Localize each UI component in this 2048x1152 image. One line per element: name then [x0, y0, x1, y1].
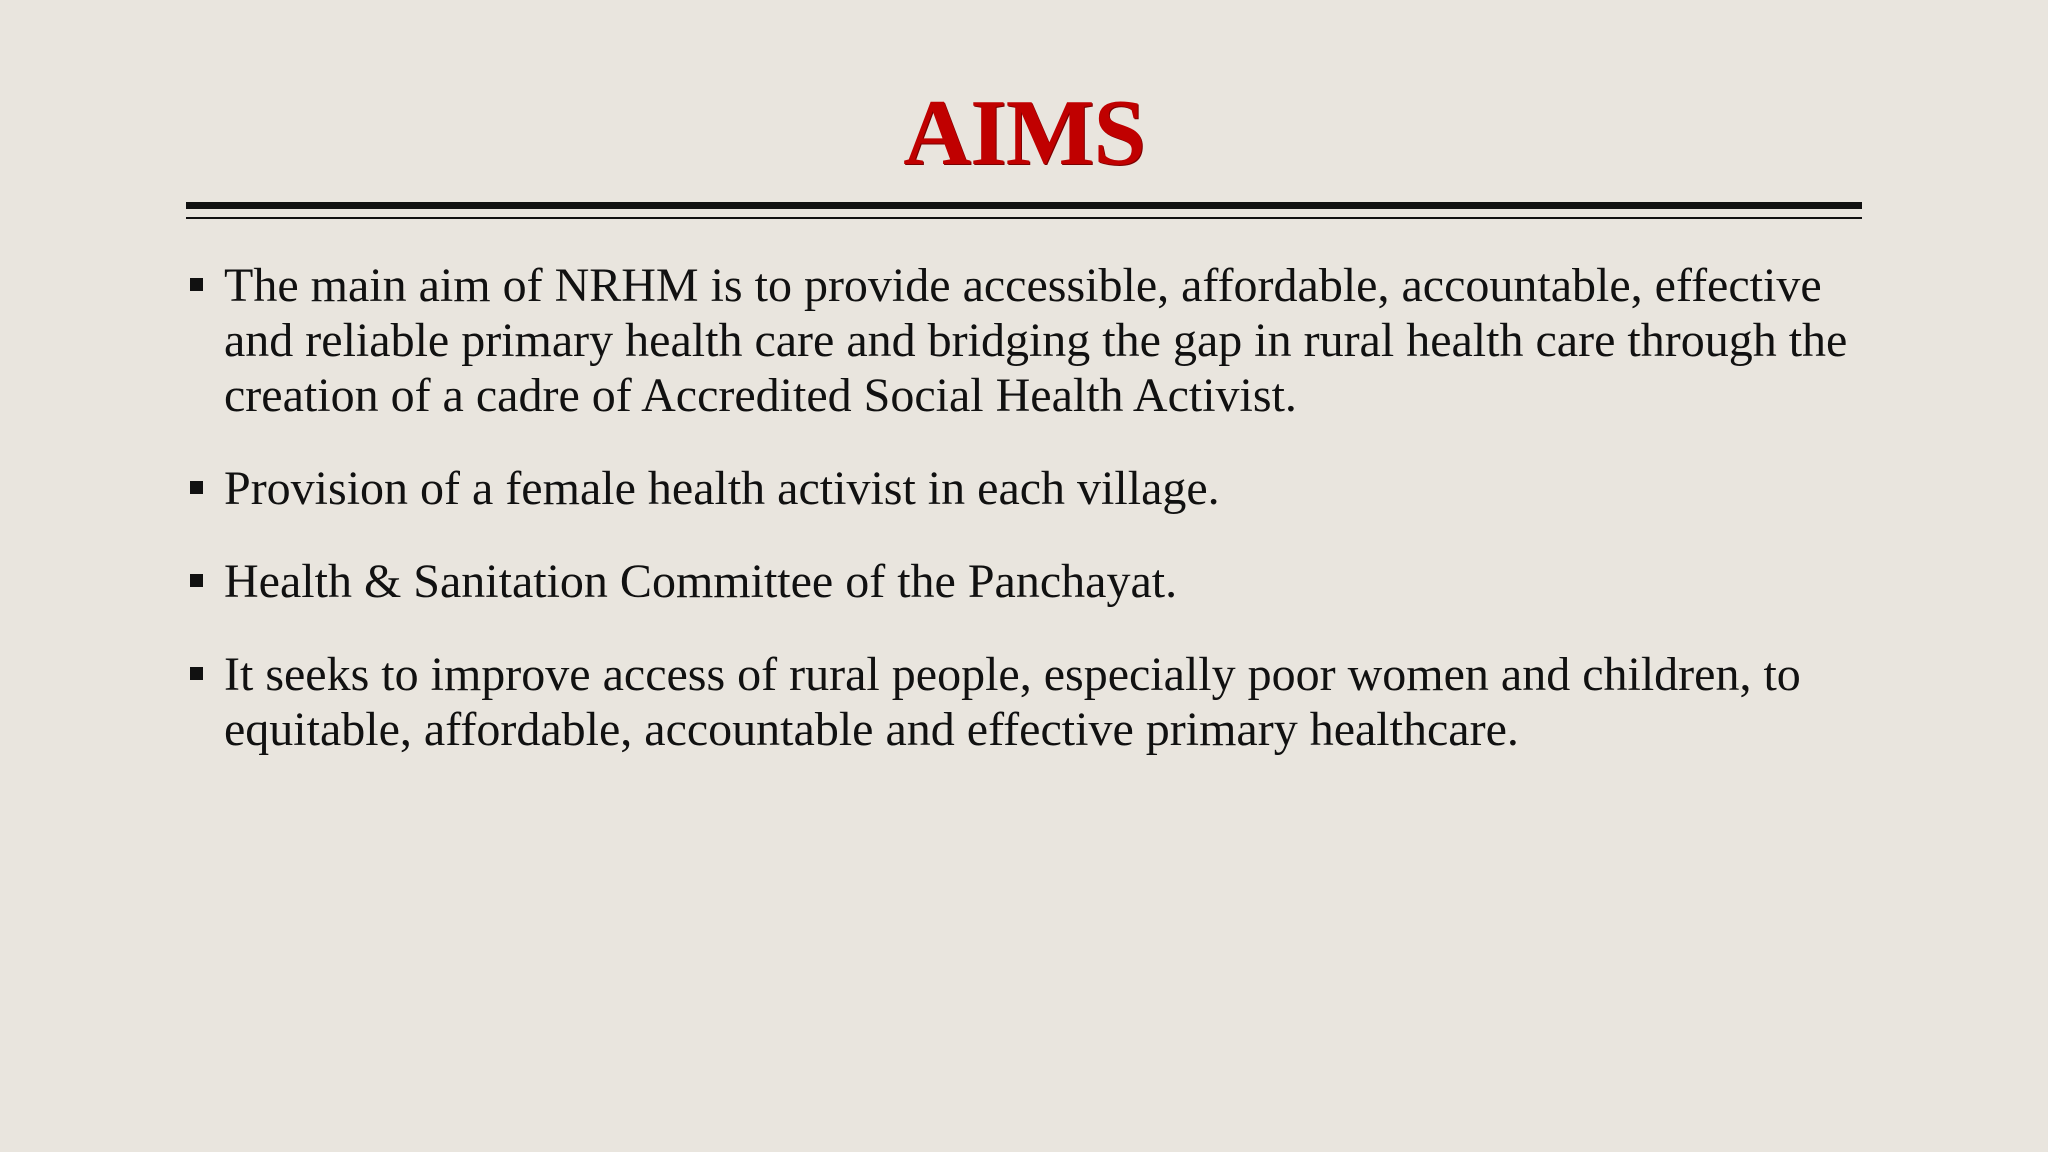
- bullet-text: The main aim of NRHM is to provide accessible, affordable, accountable, effective and reliable primary health care and bridging the gap in rural health care through the creation of a cadre of Accredited Social Health Activist.: [224, 259, 1848, 422]
- bullet-list: [186, 258, 1886, 795]
- title-divider-thin: [186, 217, 1862, 219]
- title-divider-thick: [186, 202, 1862, 209]
- bullet-item: [186, 647, 1886, 757]
- bullet-item: [186, 554, 1886, 609]
- bullet-text: It seeks to improve access of rural people, especially poor women and children, to equitable, affordable, accountable and effective primary healthcare.: [224, 648, 1801, 756]
- bullet-item: [186, 461, 1886, 516]
- square-bullet-icon: [190, 481, 203, 494]
- bullet-item: [186, 258, 1886, 423]
- slide-title: AIMS: [903, 81, 1145, 185]
- bullet-text: Provision of a female health activist in each village.: [224, 462, 1220, 515]
- square-bullet-icon: [190, 667, 203, 680]
- square-bullet-icon: [190, 574, 203, 587]
- square-bullet-icon: [190, 278, 203, 291]
- bullet-text: Health & Sanitation Committee of the Panchayat.: [224, 555, 1178, 608]
